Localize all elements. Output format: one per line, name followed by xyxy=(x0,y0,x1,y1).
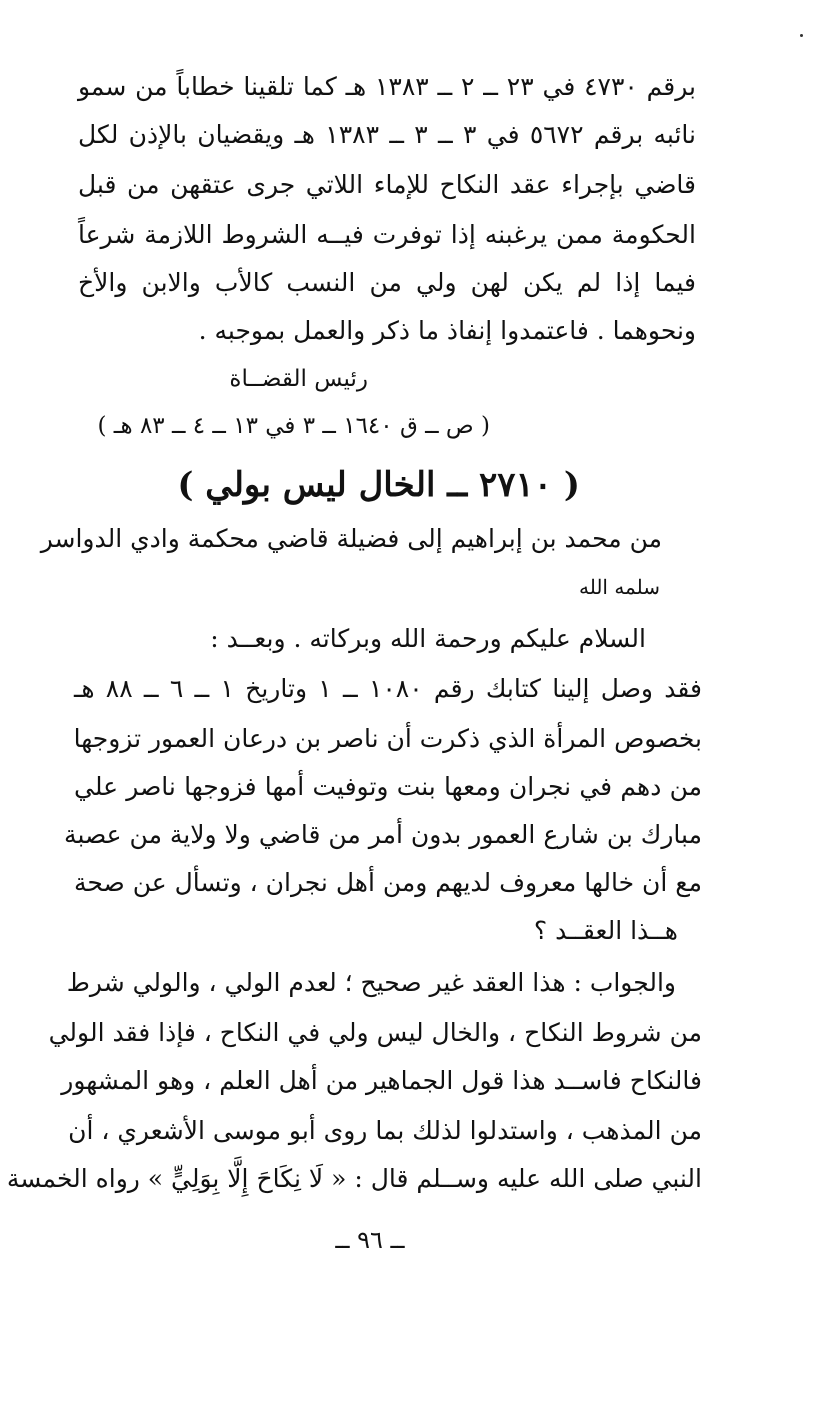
greeting: السلام عليكم ورحمة الله وبركاته . وبعــد : xyxy=(210,624,646,653)
text-line: هــذا العقــد ؟ xyxy=(533,916,678,945)
text-line: بخصوص المرأة الذي ذكرت أن ناصر بن درعان العمور تزوجها xyxy=(73,724,702,753)
text-line: من المذهب ، واستدلوا لذلك بما روى أبو موسى الأشعري ، أن xyxy=(68,1116,702,1145)
reference-number: ( ص ــ ق ١٦٤٠ ــ ٣ في ١٣ ــ ٤ ــ ٨٣ هـ ) xyxy=(97,413,490,439)
scan-speck xyxy=(800,34,803,37)
section-title: ( ٢٧١٠ ــ الخال ليس بولي ) xyxy=(177,465,580,505)
signature: رئيس القضــاة xyxy=(229,366,368,392)
text-line: من شروط النكاح ، والخال ليس ولي في النكاح ، فإذا فقد الولي xyxy=(48,1018,702,1047)
page-number: ــ ٩٦ ــ xyxy=(335,1226,405,1254)
text-line: من دهم في نجران ومعها بنت وتوفيت أمها فزوجها ناصر علي xyxy=(74,772,702,801)
text-line: فيما إذا لم يكن لهن ولي من النسب كالأب والابن والأخ xyxy=(78,268,696,297)
text-line: الحكومة ممن يرغبنه إذا توفرت فيــه الشروط اللازمة شرعاً xyxy=(78,220,696,249)
text-line: ونحوهما . فاعتمدوا إنفاذ ما ذكر والعمل بموجبه . xyxy=(198,316,696,345)
text-line: والجواب : هذا العقد غير صحيح ؛ لعدم الولي ، والولي شرط xyxy=(66,968,676,997)
salutation-line: سلمه الله xyxy=(578,575,660,599)
sender-line: من محمد بن إبراهيم إلى فضيلة قاضي محكمة وادي الدواسر xyxy=(40,524,662,553)
text-line: نائبه برقم ٥٦٧٢ في ٣ ــ ٣ ــ ١٣٨٣ هـ ويقضيان بالإذن لكل xyxy=(78,120,696,149)
text-line: مع أن خالها معروف لديهم ومن أهل نجران ، وتسأل عن صحة xyxy=(74,868,702,897)
text-line: فقد وصل إلينا كتابك رقم ١٠٨٠ ــ ١ وتاريخ ١ ــ ٦ ــ ٨٨ هـ xyxy=(74,674,702,703)
text-line: مبارك بن شارع العمور بدون أمر من قاضي ولا ولاية من عصبة xyxy=(64,820,702,849)
text-line: قاضي بإجراء عقد النكاح للإماء اللاتي جرى عتقهن من قبل xyxy=(78,170,696,199)
text-line: برقم ٤٧٣٠ في ٢٣ ــ ٢ ــ ١٣٨٣ هـ كما تلقينا خطاباً من سمو xyxy=(78,72,697,101)
text-line: النبي صلى الله عليه وســلم قال : « لَا نِكَاحَ إِلَّا بِوَلِيٍّ » رواه الخمسة xyxy=(6,1164,702,1193)
text-line: فالنكاح فاســد هذا قول الجماهير من أهل العلم ، وهو المشهور xyxy=(61,1066,702,1095)
